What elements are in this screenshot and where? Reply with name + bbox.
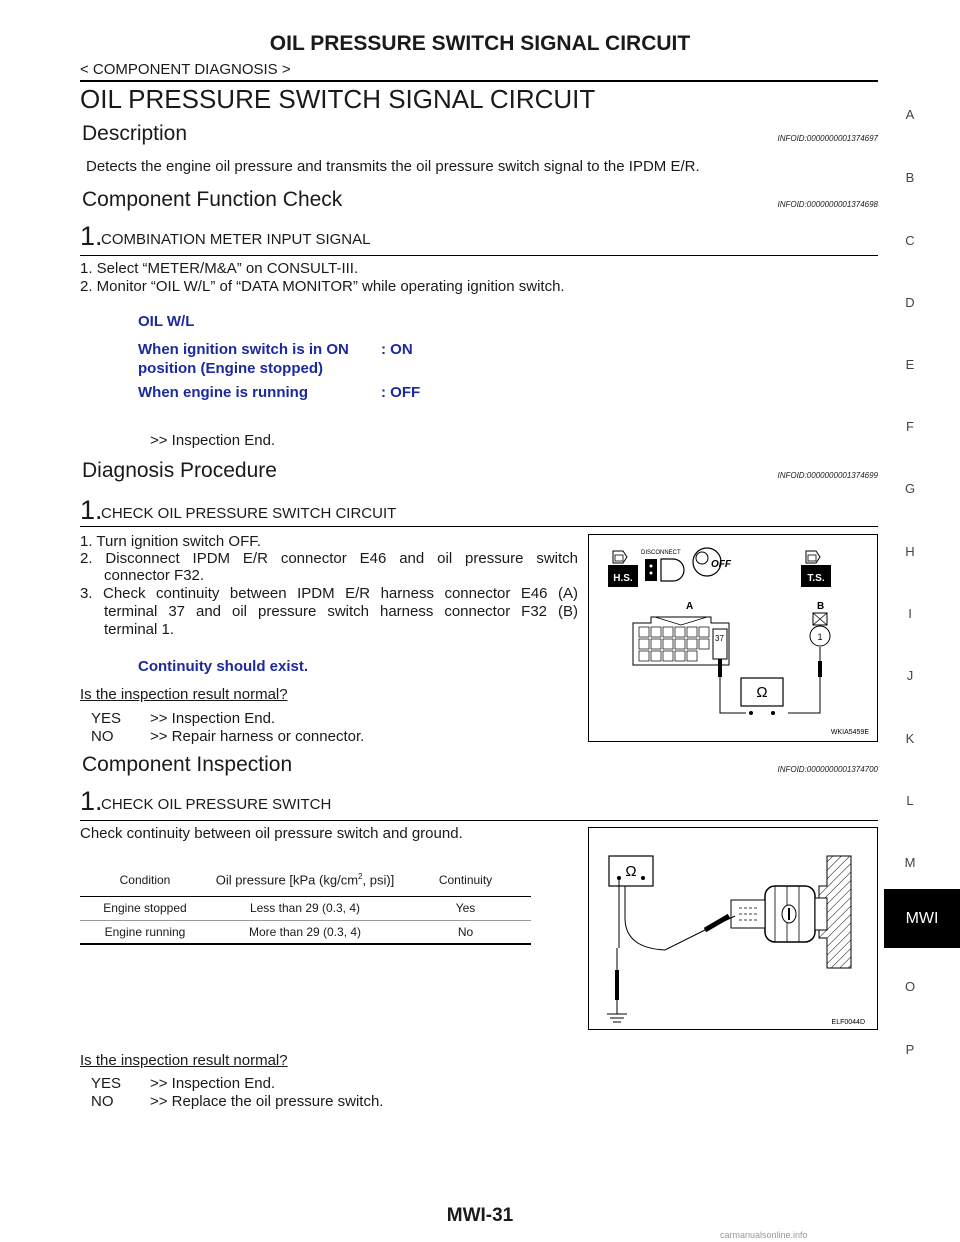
header-oil-pressure: Oil pressure [kPa ($kg/cm^2$, psi)] <box>215 872 395 888</box>
oil-pressure-switch <box>731 886 827 942</box>
diagnosis-heading: Diagnosis Procedure <box>82 459 277 482</box>
inspection-step-number: 1. <box>80 786 103 816</box>
diagnosis-item-3-cont: terminal 37 and oil pressure switch harness connector F32 (B) <box>104 603 578 620</box>
ts-icon <box>801 551 831 587</box>
figure-code: ELF0044D <box>831 1019 865 1026</box>
function-check-infoid: INFOID:0000000001374698 <box>777 200 878 209</box>
inspection-step-title: CHECK OIL PRESSURE SWITCH <box>101 796 332 813</box>
function-check-step-title: COMBINATION METER INPUT SIGNAL <box>101 231 371 248</box>
side-index-e[interactable]: E <box>905 357 915 372</box>
diagnosis-item-2: 2. Disconnect IPDM E/R connector E46 and oil pressure switch <box>80 550 578 567</box>
side-index-i[interactable]: I <box>908 606 912 621</box>
row-continuity: Yes <box>455 901 476 915</box>
ts-label: T.S. <box>807 573 825 584</box>
row-condition: Engine running <box>104 924 186 939</box>
spec-condition-1-line-1: When ignition switch is in ON <box>138 341 349 358</box>
inspection-text: Check continuity between oil pressure switch and ground. <box>80 825 463 842</box>
diagnosis-no-label: NO <box>91 728 114 745</box>
description-heading: Description <box>82 122 188 145</box>
spec-condition-2: When engine is running <box>138 384 308 401</box>
step-divider <box>80 526 878 527</box>
ipdm-connector <box>633 617 729 665</box>
side-index-p[interactable]: P <box>905 1042 915 1057</box>
table-row <box>80 920 531 944</box>
oil-switch-figure <box>588 827 878 1030</box>
tester-leads <box>617 870 735 1000</box>
diagnosis-yes-label: YES <box>91 710 122 727</box>
row-pressure: Less than 29 (0.3, 4) <box>249 901 361 915</box>
side-index-g[interactable]: G <box>904 481 916 496</box>
description-text: Detects the engine oil pressure and transmits the oil pressure switch signal to the IPDM E/R. <box>86 158 700 175</box>
inspection-no-label: NO <box>91 1093 114 1110</box>
ohmmeter-icon <box>741 678 783 715</box>
continuity-table <box>80 864 531 945</box>
hs-label: H.S. <box>613 573 633 584</box>
side-index-b[interactable]: B <box>905 170 915 185</box>
side-index-k[interactable]: K <box>905 731 915 746</box>
table-header-row <box>80 864 531 896</box>
row-continuity: No <box>457 924 474 939</box>
terminal-37-label: 37 <box>715 634 724 643</box>
diagnosis-no-text: >> Repair harness or connector. <box>150 728 365 745</box>
diagnosis-step-number: 1. <box>80 495 103 525</box>
row-pressure: More than 29 (0.3, 4) <box>248 924 362 939</box>
side-index-o[interactable]: O <box>904 979 916 994</box>
inspection-question: Is the inspection result normal? <box>80 1052 288 1069</box>
step-divider <box>80 255 878 256</box>
side-index-a[interactable]: A <box>905 107 915 122</box>
running-header-title: OIL PRESSURE SWITCH SIGNAL CIRCUIT <box>269 32 691 55</box>
diagnosis-infoid: INFOID:0000000001374699 <box>777 471 878 480</box>
side-index-h[interactable]: H <box>905 544 915 559</box>
inspection-infoid: INFOID:0000000001374700 <box>777 765 878 774</box>
breadcrumb: < COMPONENT DIAGNOSIS > <box>80 61 291 78</box>
table-row <box>80 896 531 920</box>
inspection-yes-text: >> Inspection End. <box>150 1075 276 1092</box>
header-continuity: Continuity <box>438 872 493 887</box>
function-check-result: >> Inspection End. <box>150 432 276 449</box>
header-condition: Condition <box>119 872 171 887</box>
function-check-step-number: 1. <box>80 221 103 251</box>
diagnosis-spec: Continuity should exist. <box>138 658 309 675</box>
spec-condition-1-line-2: position (Engine stopped) <box>138 360 323 377</box>
header-divider <box>80 80 878 82</box>
side-index-m[interactable]: M <box>904 855 916 870</box>
connector-a-label: A <box>686 601 694 612</box>
step-divider <box>80 820 878 821</box>
diagnosis-item-2-cont: connector F32. <box>104 567 205 584</box>
inspection-no-text: >> Replace the oil pressure switch. <box>150 1093 384 1110</box>
side-index-c[interactable]: C <box>905 233 915 248</box>
diagnosis-item-3-end: terminal 1. <box>104 621 175 638</box>
ignition-off-icon <box>693 548 732 576</box>
oil-switch-connector <box>810 613 830 646</box>
description-infoid: INFOID:0000000001374697 <box>777 134 878 143</box>
page-number: MWI-31 <box>446 1205 514 1226</box>
function-check-heading: Component Function Check <box>82 188 343 211</box>
row-condition: Engine stopped <box>103 901 187 915</box>
inspection-yes-label: YES <box>91 1075 122 1092</box>
diagnosis-item-1: 1. Turn ignition switch OFF. <box>80 533 261 550</box>
terminal-1-label: 1 <box>817 632 823 642</box>
diagnosis-item-3: 3. Check continuity between IPDM E/R harness connector E46 (A) <box>80 585 578 602</box>
diagnosis-question: Is the inspection result normal? <box>80 686 288 703</box>
oil-switch-diagram <box>589 828 877 1029</box>
off-label: OFF <box>711 559 731 570</box>
page-title: OIL PRESSURE SWITCH SIGNAL CIRCUIT <box>80 84 596 114</box>
disconnect-icon <box>641 550 684 581</box>
side-index-l[interactable]: L <box>906 793 914 808</box>
figure-code: WKIA5459E <box>830 729 869 736</box>
spec-value-1: : ON <box>381 341 413 358</box>
ohm-symbol: Ω <box>756 684 768 701</box>
side-tab-mwi[interactable]: MWI <box>884 889 960 948</box>
circuit-diagram <box>589 535 877 741</box>
connector-b-label: B <box>817 601 825 612</box>
function-check-item-1: 1. Select “METER/M&A” on CONSULT-III. <box>80 260 359 277</box>
side-index-d[interactable]: D <box>905 295 915 310</box>
side-index-j[interactable]: J <box>906 668 914 683</box>
hs-icon <box>608 551 638 587</box>
diagnosis-step-title: CHECK OIL PRESSURE SWITCH CIRCUIT <box>101 505 397 522</box>
function-check-item-2: 2. Monitor “OIL W/L” of “DATA MONITOR” while operating ignition switch. <box>80 278 565 295</box>
inspection-heading: Component Inspection <box>82 753 293 776</box>
ground-icon <box>607 1000 627 1022</box>
ohm-symbol: Ω <box>625 863 637 880</box>
circuit-check-figure <box>588 534 878 742</box>
watermark: carmanualsonline.info <box>720 1230 808 1240</box>
side-index-f[interactable]: F <box>906 419 914 434</box>
ohmmeter-icon <box>609 856 653 948</box>
spec-value-2: : OFF <box>381 384 421 401</box>
spec-label: OIL W/L <box>138 313 195 330</box>
disconnect-label: DISCONNECT <box>641 550 681 556</box>
diagnosis-yes-text: >> Inspection End. <box>150 710 276 727</box>
